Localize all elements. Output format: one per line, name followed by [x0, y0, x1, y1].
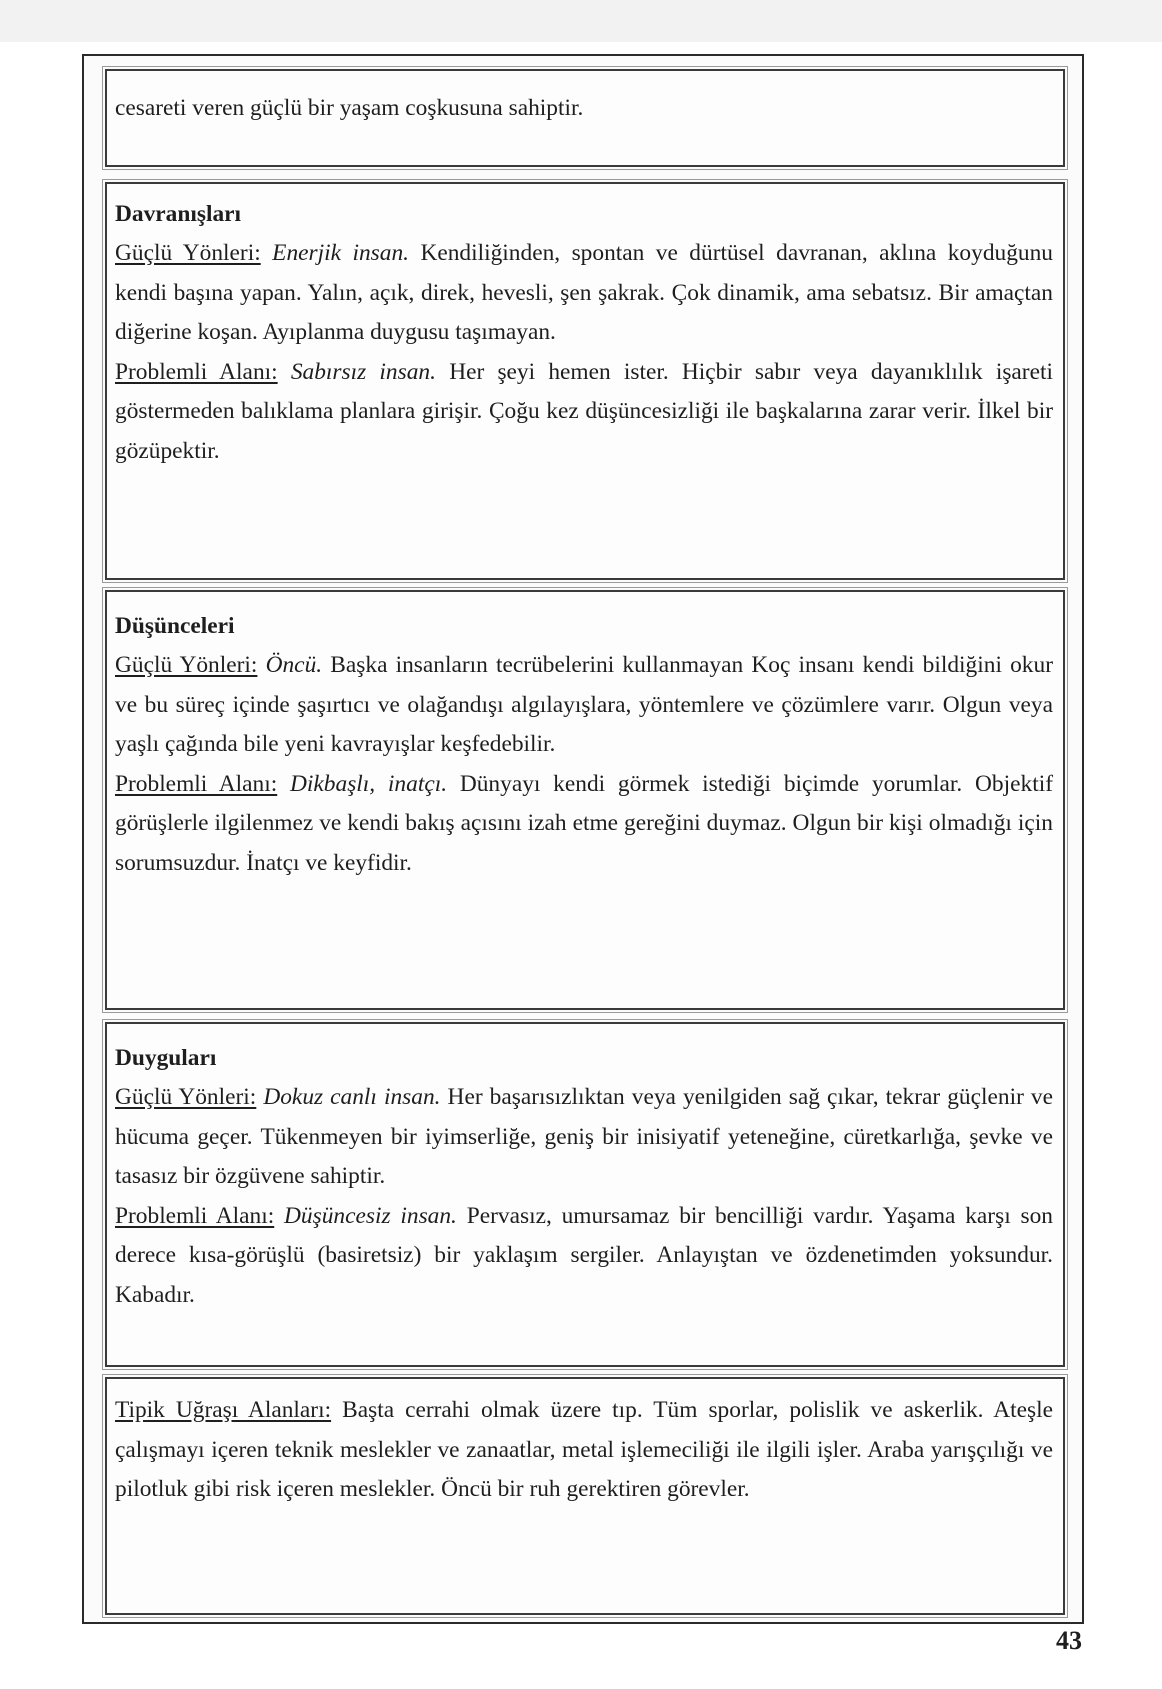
feelings-strengths-emphasis: Dokuz canlı insan.	[263, 1084, 441, 1110]
behaviors-problem	[115, 353, 1053, 472]
occupations-box	[105, 1377, 1065, 1615]
thoughts-problem-label: Problemli Alanı:	[115, 770, 278, 797]
page-number: 43	[1056, 1626, 1082, 1655]
thoughts-strengths-label: Güçlü Yönleri:	[115, 652, 258, 678]
behaviors-problem-label: Problemli Alanı:	[115, 358, 278, 385]
thoughts-heading: Düşünceleri	[115, 613, 235, 639]
top-strip	[0, 0, 1162, 42]
behaviors-problem-text: Her şeyi hemen ister. Hiçbir sabır veya dayanıklılık işareti göstermeden balıklama planlara girişir. Çoğu kez düşüncesizliği ile başkalarına zarar verir. İlkel bir gözüpektir.	[115, 358, 1053, 464]
behaviors-heading: Davranışları	[115, 201, 242, 227]
feelings-box	[105, 1022, 1065, 1367]
thoughts-box	[105, 590, 1065, 1010]
behaviors-strengths-text: Kendiliğinden, spontan ve dürtüsel davranan, aklına koyduğunu kendi başına yapan. Yalın, açık, direk, hevesli, şen şakrak. Çok dinamik, ama sebatsız. Bir amaçtan diğerine koşan. Ayıplanma duygusu taşımayan.	[115, 240, 1053, 345]
occupations-paragraph	[115, 1391, 1053, 1510]
page-frame	[82, 54, 1084, 1624]
behaviors-box	[105, 182, 1065, 580]
thoughts-strengths	[115, 646, 1053, 765]
thoughts-strengths-text: Başka insanların tecrübelerini kullanmayan Koç insanı kendi bildiğini okur ve bu süreç içinde şaşırtıcı ve olağandışı algılayışlara, yöntemlere ve çözümlere varır. Olgun veya yaşlı çağında bile yeni kavrayışlar keşfedebilir.	[115, 652, 1053, 757]
behaviors-problem-emphasis: Sabırsız insan.	[290, 358, 436, 385]
behaviors-strengths	[115, 234, 1053, 353]
feelings-problem-emphasis: Düşüncesiz insan.	[284, 1202, 457, 1229]
feelings-problem-label: Problemli Alanı:	[115, 1202, 275, 1229]
thoughts-problem-text: Dünyayı kendi görmek istediği biçimde yorumlar. Objektif görüşlerle ilgilenmez ve kendi bakış açısını izah etme gereğini duymaz. Olgun bir kişi olmadığı için sorumsuzdur. İnatçı ve keyfidir.	[115, 770, 1053, 876]
thoughts-problem	[115, 765, 1053, 884]
thoughts-problem-emphasis: Dikbaşlı, inatçı.	[290, 770, 448, 797]
feelings-strengths-label: Güçlü Yönleri:	[115, 1084, 257, 1110]
occupations-label: Tipik Uğraşı Alanları:	[115, 1397, 332, 1423]
thoughts-strengths-emphasis: Öncü.	[265, 652, 323, 678]
feelings-strengths	[115, 1078, 1053, 1197]
intro-text: cesareti veren güçlü bir yaşam coşkusuna sahiptir.	[115, 95, 584, 121]
occupations-text: Başta cerrahi olmak üzere tıp. Tüm sporlar, polislik ve askerlik. Ateşle çalışmayı içeren teknik meslekler ve zanaatlar, metal işlemeciliği ile ilgili işler. Araba yarışçılığı ve pilotluk gibi risk içeren meslekler. Öncü bir ruh gerektiren görevler.	[115, 1397, 1053, 1502]
behaviors-strengths-label: Güçlü Yönleri:	[115, 240, 261, 266]
feelings-strengths-text: Her başarısızlıktan veya yenilgiden sağ çıkar, tekrar güçlenir ve hücuma geçer. Tükenmeyen bir iyimserliğe, geniş bir inisiyatif yeteneğine, cüretkarlığa, şevke ve tasasız bir özgüvene sahiptir.	[115, 1084, 1053, 1189]
feelings-heading: Duyguları	[115, 1045, 217, 1071]
intro-box	[105, 69, 1065, 167]
behaviors-strengths-emphasis: Enerjik insan.	[272, 240, 409, 266]
feelings-problem	[115, 1197, 1053, 1316]
feelings-problem-text: Pervasız, umursamaz bir bencilliği vardır. Yaşama karşı son derece kısa-görüşlü (basiretsiz) bir yaklaşım sergiler. Anlayıştan ve özdenetimden yoksundur. Kabadır.	[115, 1202, 1053, 1308]
